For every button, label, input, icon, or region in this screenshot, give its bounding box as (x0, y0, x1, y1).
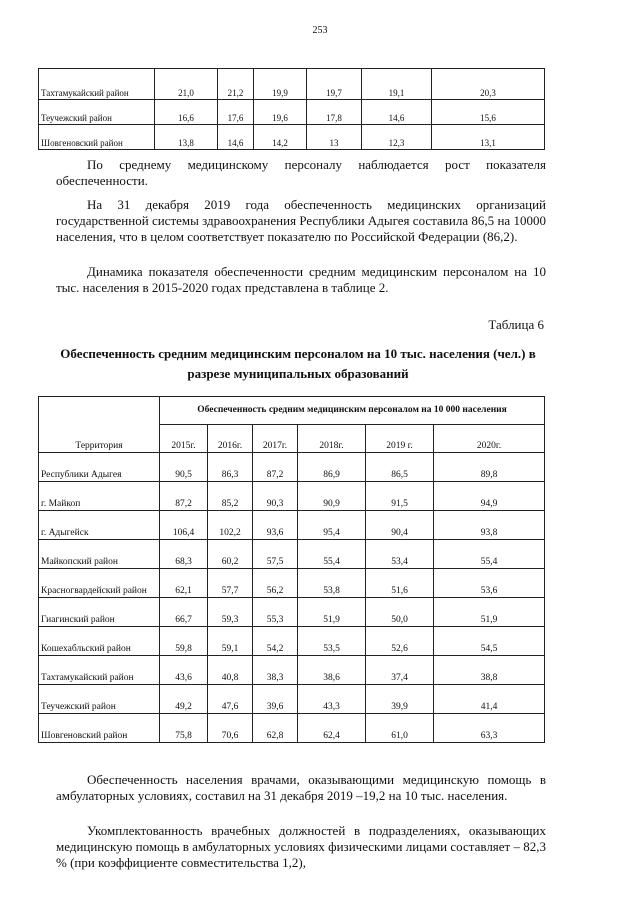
table-cell: 51,9 (298, 598, 366, 627)
year-header: 2018г. (298, 425, 366, 453)
territory-name: Тахтамукайский район (39, 69, 155, 100)
table-cell: 57,7 (208, 569, 253, 598)
table-cell: 47,6 (208, 685, 253, 714)
table-cell: 15,6 (432, 100, 545, 125)
table-cell: 93,6 (253, 511, 298, 540)
table-cell: 53,6 (434, 569, 545, 598)
table-cell: 90,5 (160, 453, 208, 482)
table-cell: 51,9 (434, 598, 545, 627)
table-cell: 50,0 (366, 598, 434, 627)
table-cell: 51,6 (366, 569, 434, 598)
table-cell: 41,4 (434, 685, 545, 714)
territory-header: Территория (39, 397, 160, 453)
body-paragraph: На 31 декабря 2019 года обеспеченность медицинских организаций государственной системы здравоохранения Республики Адыгея составила 86,5 на 10000 населения, что в целом соответствует показателю по Российской Федерации (86,2). (56, 197, 546, 245)
table-cell: 90,4 (366, 511, 434, 540)
territory-name: Теучежский район (39, 100, 155, 125)
table-cell: 59,1 (208, 627, 253, 656)
table-cell: 87,2 (253, 453, 298, 482)
table-cell: 19,9 (254, 69, 307, 100)
table-cell: 56,2 (253, 569, 298, 598)
table-row (39, 482, 545, 511)
year-header: 2017г. (253, 425, 298, 453)
table-cell: 70,6 (208, 714, 253, 743)
table-cell: 38,6 (298, 656, 366, 685)
page-number: 253 (312, 25, 328, 36)
table-cell: 86,3 (208, 453, 253, 482)
continuation-table (38, 68, 545, 150)
table-row (39, 598, 545, 627)
territory-name: Республики Адыгея (39, 453, 160, 482)
table-cell: 39,6 (253, 685, 298, 714)
table-cell: 53,5 (298, 627, 366, 656)
table-cell: 54,2 (253, 627, 298, 656)
table-cell: 62,8 (253, 714, 298, 743)
table-cell: 57,5 (253, 540, 298, 569)
territory-name: г. Адыгейск (39, 511, 160, 540)
table-row (39, 685, 545, 714)
table-row (39, 453, 545, 482)
table-row (39, 69, 545, 100)
table-cell: 12,3 (362, 125, 432, 150)
table-cell: 53,8 (298, 569, 366, 598)
table-cell: 14,6 (362, 100, 432, 125)
body-paragraph: По среднему медицинскому персоналу наблюдается рост показателя обеспеченности. (56, 157, 546, 189)
table-cell: 13,1 (432, 125, 545, 150)
year-header: 2016г. (208, 425, 253, 453)
table-cell: 13,8 (155, 125, 218, 150)
territory-name: Гиагинский район (39, 598, 160, 627)
table-cell: 16,6 (155, 100, 218, 125)
year-header: 2015г. (160, 425, 208, 453)
year-header: 2020г. (434, 425, 545, 453)
table-cell: 54,5 (434, 627, 545, 656)
table-cell: 43,3 (298, 685, 366, 714)
table-row (39, 627, 545, 656)
table-cell: 68,3 (160, 540, 208, 569)
table-cell: 43,6 (160, 656, 208, 685)
table-cell: 85,2 (208, 482, 253, 511)
table-cell: 40,8 (208, 656, 253, 685)
table-cell: 17,8 (307, 100, 362, 125)
table-label: Таблица 6 (488, 317, 544, 332)
table-cell: 39,9 (366, 685, 434, 714)
table-cell: 55,4 (298, 540, 366, 569)
table-cell: 86,5 (366, 453, 434, 482)
table-row (39, 569, 545, 598)
table-cell: 52,6 (366, 627, 434, 656)
table-cell: 59,3 (208, 598, 253, 627)
table-row (39, 540, 545, 569)
table-cell: 61,0 (366, 714, 434, 743)
table-cell: 93,8 (434, 511, 545, 540)
table-cell: 20,3 (432, 69, 545, 100)
group-header: Обеспеченность средним медицинским персоналом на 10 000 населения (160, 397, 545, 425)
table-cell: 19,6 (254, 100, 307, 125)
table-cell: 21,0 (155, 69, 218, 100)
table-cell: 94,9 (434, 482, 545, 511)
territory-name: г. Майкоп (39, 482, 160, 511)
table-cell: 49,2 (160, 685, 208, 714)
table-row (39, 714, 545, 743)
table-cell: 62,1 (160, 569, 208, 598)
table-cell: 19,7 (307, 69, 362, 100)
body-paragraph: Динамика показателя обеспеченности средним медицинским персоналом на 10 тыс. населения в 2015-2020 годах представлена в таблице 2. (56, 264, 546, 296)
territory-name: Тахтамукайский район (39, 656, 160, 685)
table-cell: 14,2 (254, 125, 307, 150)
table-cell: 62,4 (298, 714, 366, 743)
table-cell: 55,3 (253, 598, 298, 627)
table-cell: 87,2 (160, 482, 208, 511)
table-row (39, 100, 545, 125)
table-cell: 21,2 (218, 69, 254, 100)
table-cell: 17,6 (218, 100, 254, 125)
territory-name: Теучежский район (39, 685, 160, 714)
territory-name: Шовгеновский район (39, 125, 155, 150)
territory-name: Майкопский район (39, 540, 160, 569)
table-cell: 102,2 (208, 511, 253, 540)
table-cell: 60,2 (208, 540, 253, 569)
table-cell: 89,8 (434, 453, 545, 482)
table-cell: 95,4 (298, 511, 366, 540)
table-cell: 66,7 (160, 598, 208, 627)
table-title: Обеспеченность средним медицинским персоналом на 10 тыс. населения (чел.) в разрезе муниципальных образований (60, 346, 536, 381)
territory-name: Шовгеновский район (39, 714, 160, 743)
staffing-table (38, 396, 545, 743)
table-cell: 90,3 (253, 482, 298, 511)
table-cell: 90,9 (298, 482, 366, 511)
table-cell: 86,9 (298, 453, 366, 482)
table-cell: 37,4 (366, 656, 434, 685)
table-cell: 19,1 (362, 69, 432, 100)
territory-name: Красногвардейский район (39, 569, 160, 598)
table-cell: 59,8 (160, 627, 208, 656)
table-row (39, 511, 545, 540)
body-paragraph: Обеспеченность населения врачами, оказывающими медицинскую помощь в амбулаторных условиях, составил на 31 декабря 2019 –19,2 на 10 тыс. населения. (56, 772, 546, 804)
table-cell: 75,8 (160, 714, 208, 743)
body-paragraph: Укомплектованность врачебных должностей в подразделениях, оказывающих медицинскую помощь в амбулаторных условиях физическими лицами составляет – 82,3 % (при коэффициенте совместительства 1,2), (56, 823, 546, 871)
table-row (39, 656, 545, 685)
table-cell: 38,3 (253, 656, 298, 685)
table-cell: 13 (307, 125, 362, 150)
table-cell: 38,8 (434, 656, 545, 685)
table-cell: 91,5 (366, 482, 434, 511)
table-row (39, 125, 545, 150)
table-cell: 106,4 (160, 511, 208, 540)
year-header: 2019 г. (366, 425, 434, 453)
territory-name: Кошехабльский район (39, 627, 160, 656)
table-cell: 14,6 (218, 125, 254, 150)
table-cell: 55,4 (434, 540, 545, 569)
table-cell: 53,4 (366, 540, 434, 569)
table-cell: 63,3 (434, 714, 545, 743)
